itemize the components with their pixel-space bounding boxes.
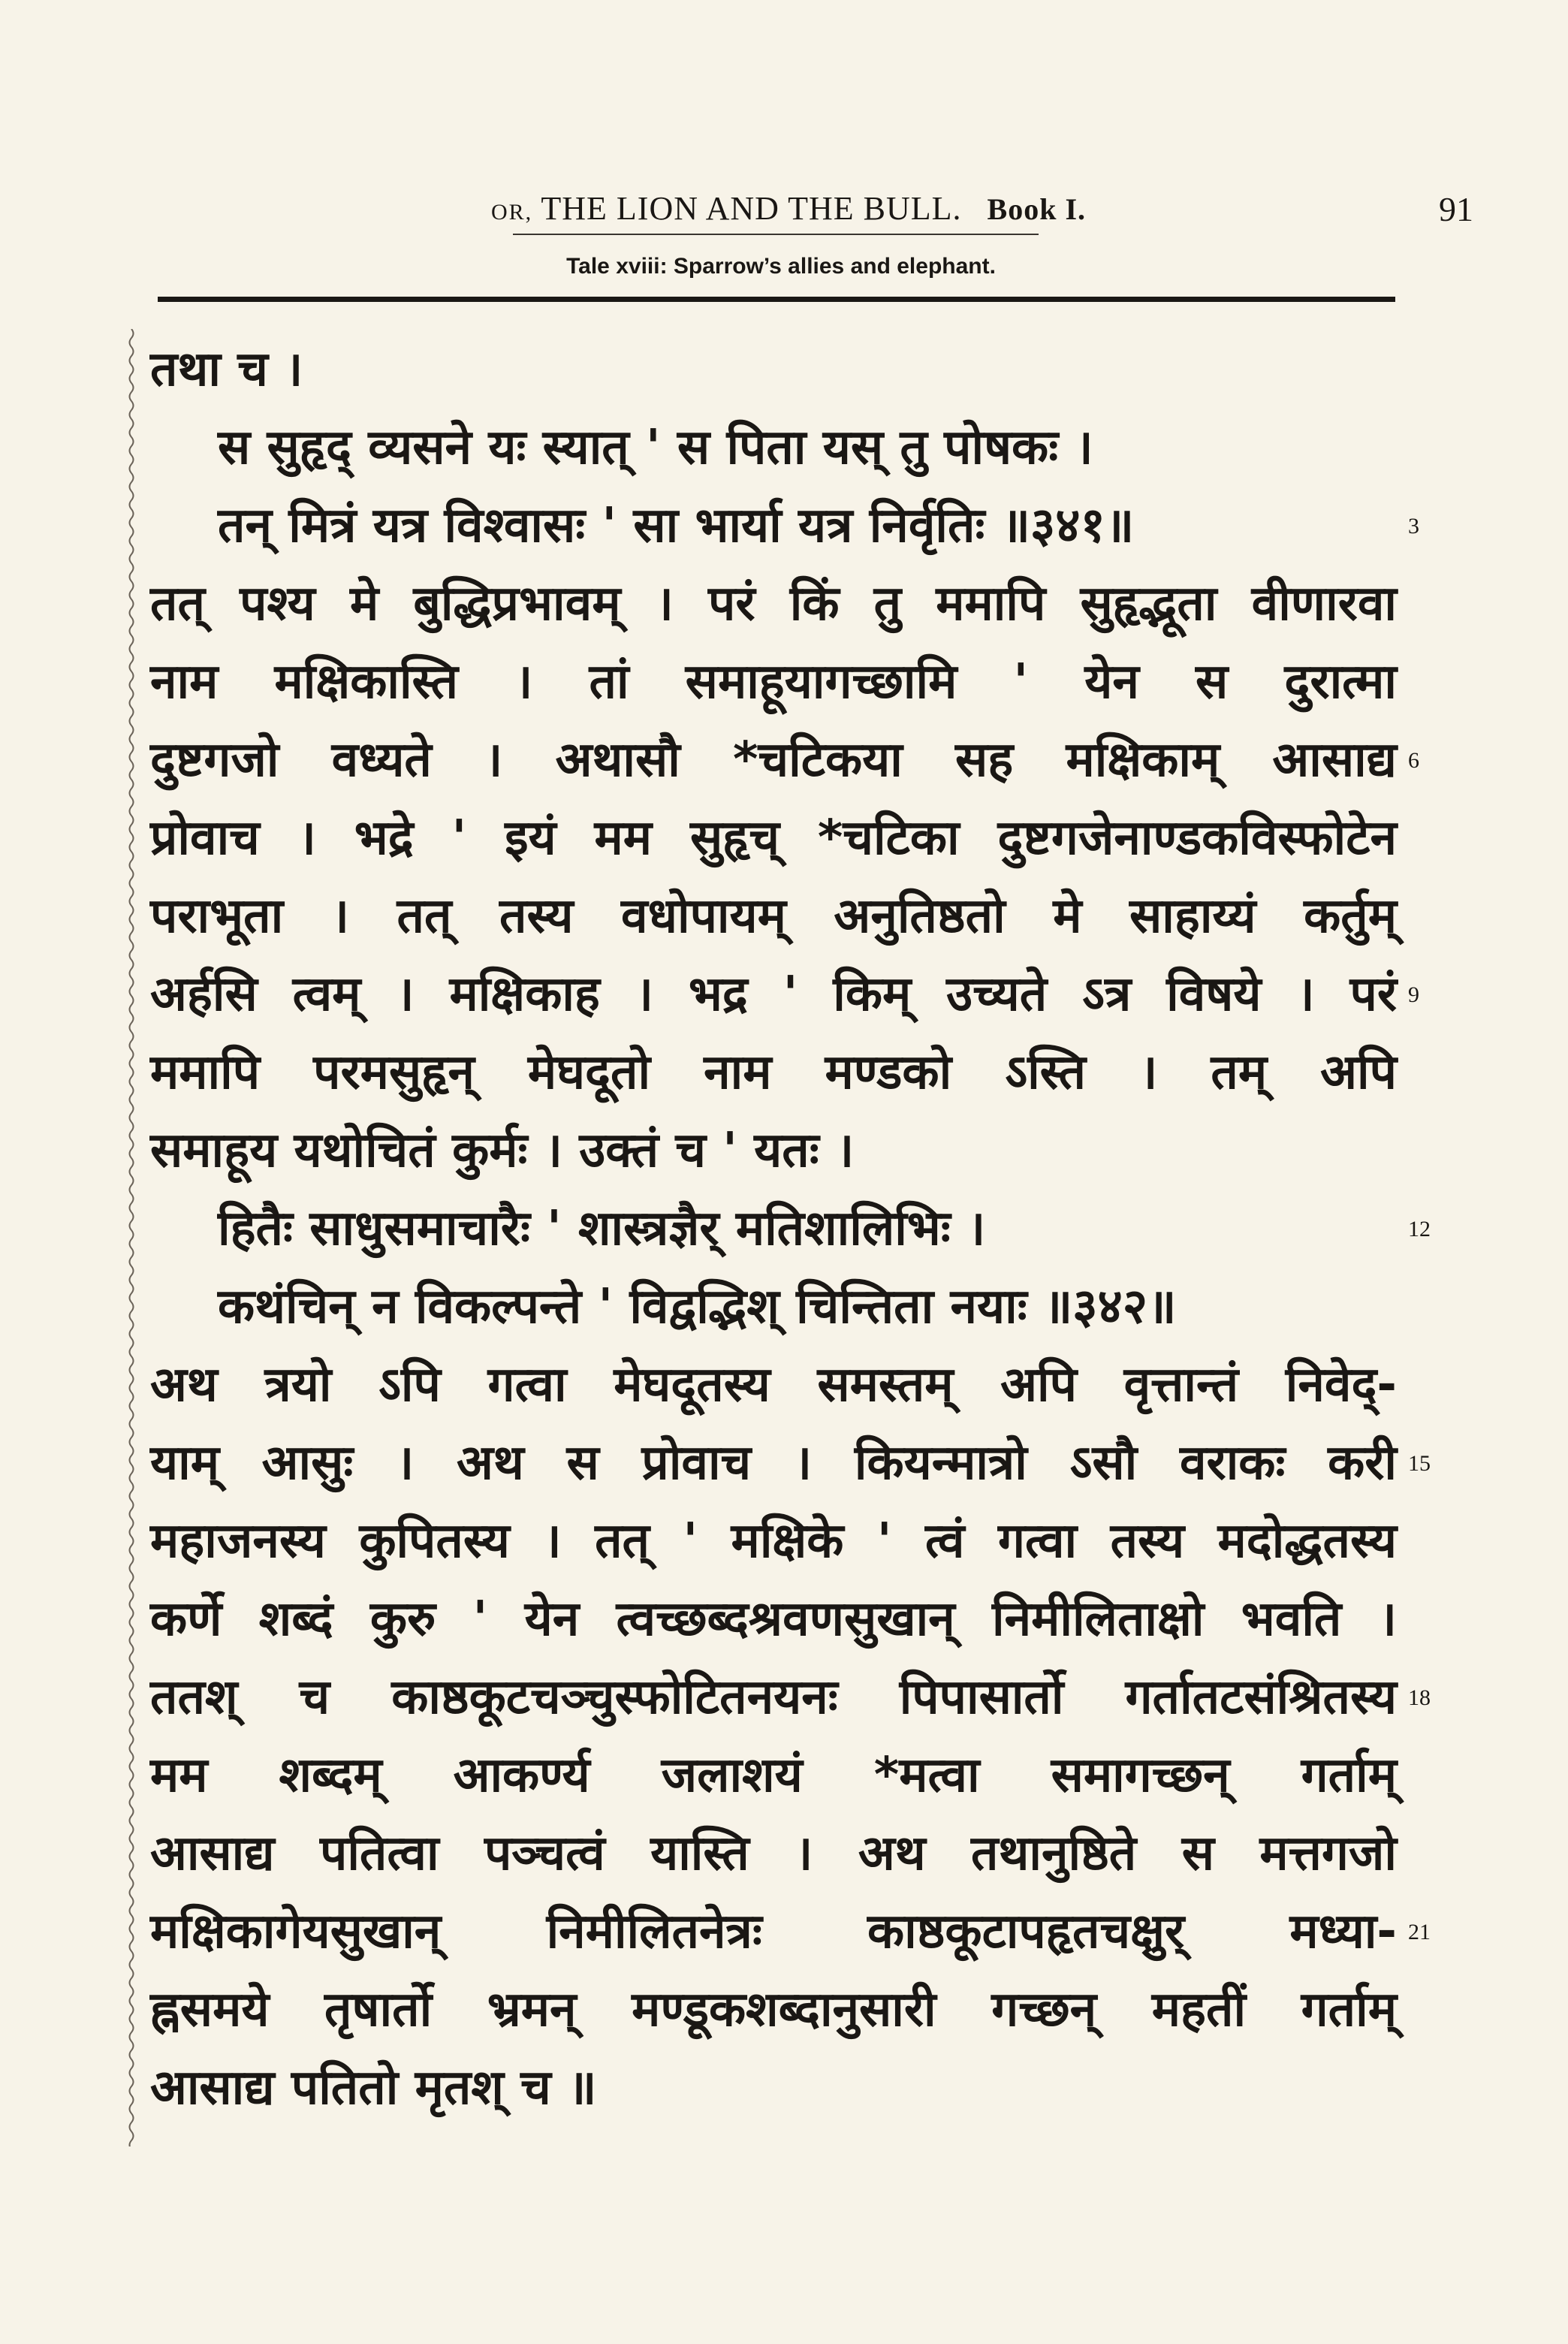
text-line: अर्हसि त्वम् । मक्षिकाह । भद्र ' किम् उच्यते ऽत्र विषये । परं xyxy=(150,967,1397,1022)
text-line: हितैः साधुसमाचारैः ' शास्त्रज्ञैर् मतिशालिभिः । xyxy=(218,1201,986,1256)
header-rule xyxy=(513,234,1039,235)
header-thick-rule xyxy=(158,297,1395,302)
text-line: तत् पश्य मे बुद्धिप्रभावम् । परं किं तु ममापि सुहृद्भूता वीणारवा xyxy=(150,576,1397,632)
line-number: 12 xyxy=(1408,1217,1431,1241)
text-line: दुष्टगजो वध्यते । अथासौ *चटिकया सह मक्षिकाम् आसाद्य xyxy=(150,732,1397,788)
header-book: Book I. xyxy=(987,192,1087,226)
text-line: कथंचिन् न विकल्पन्ते ' विद्वद्भिश् चिन्तिता नयाः ॥३४२॥ xyxy=(218,1279,1177,1335)
text-line: अथ त्रयो ऽपि गत्वा मेघदूतस्य समस्तम् अपि वृत्तान्तं निवेद्- xyxy=(150,1357,1397,1413)
text-line: प्रोवाच । भद्रे ' इयं मम सुहृच् *चटिका दुष्टगजेनाण्डकविस्फोटेन xyxy=(150,810,1397,866)
text-line: ततश् च काष्ठकूटचञ्चुस्फोटितनयनः पिपासार्तो गर्तातटसंश्रितस्य xyxy=(150,1670,1397,1725)
text-line: महाजनस्य कुपितस्य । तत् ' मक्षिके ' त्वं गत्वा तस्य मदोद्धतस्य xyxy=(150,1513,1397,1569)
text-line: आसाद्य पतितो मृतश् च ॥ xyxy=(150,2060,597,2116)
text-line: पराभूता । तत् तस्य वधोपायम् अनुतिष्ठतो मे साहाय्यं कर्तुम् xyxy=(150,888,1397,944)
line-number: 3 xyxy=(1408,514,1419,538)
text-line: मम शब्दम् आकर्ण्य जलाशयं *मत्वा समागच्छन् गर्ताम् xyxy=(150,1748,1397,1803)
tale-subtitle: Tale xviii: Sparrow’s allies and elephant. xyxy=(566,254,996,279)
text-line: तथा च । xyxy=(150,342,303,397)
text-line: ह्नसमये तृषार्तो भ्रमन् मण्डूकशब्दानुसारी गच्छन् महतीं गर्ताम् xyxy=(150,1982,1397,2038)
text-line: स सुहृद् व्यसने यः स्यात् ' स पिता यस् तु पोषकः । xyxy=(218,420,1093,475)
line-number: 21 xyxy=(1408,1920,1431,1944)
page-number: 91 xyxy=(1439,190,1473,228)
running-header xyxy=(390,189,1187,228)
text-line: समाहूय यथोचितं कुर्मः । उक्तं च ' यतः । xyxy=(150,1123,855,1178)
line-number: 9 xyxy=(1408,982,1419,1007)
header-title-text: THE LION AND THE BULL. xyxy=(541,190,962,227)
text-line: आसाद्य पतित्वा पञ्चत्वं यास्ति । अथ तथानुष्ठिते स मत्तगजो xyxy=(150,1826,1397,1881)
text-line: कर्णे शब्दं कुरु ' येन त्वच्छब्दश्रवणसुखान् निमीलिताक्षो भवति । xyxy=(150,1591,1397,1647)
line-number: 18 xyxy=(1408,1685,1431,1710)
line-number: 6 xyxy=(1408,748,1419,773)
text-line: याम् आसुः । अथ स प्रोवाच । कियन्मात्रो ऽसौ वराकः करी xyxy=(150,1435,1397,1491)
line-number: 15 xyxy=(1408,1451,1431,1476)
text-line: नाम मक्षिकास्ति । तां समाहूयागच्छामि ' येन स दुरात्मा xyxy=(150,654,1397,710)
text-line: तन् मित्रं यत्र विश्वासः ' सा भार्या यत्र निर्वृतिः ॥३४१॥ xyxy=(218,498,1135,554)
text-line: मक्षिकागेयसुखान् निमीलितनेत्रः काष्ठकूटापहृतचक्षुर् मध्या- xyxy=(150,1904,1397,1959)
text-line: ममापि परमसुहृन् मेघदूतो नाम मण्डको ऽस्ति । तम् अपि xyxy=(150,1045,1397,1100)
margin-wavy-line xyxy=(126,329,137,2146)
header-or: OR, xyxy=(490,200,533,225)
